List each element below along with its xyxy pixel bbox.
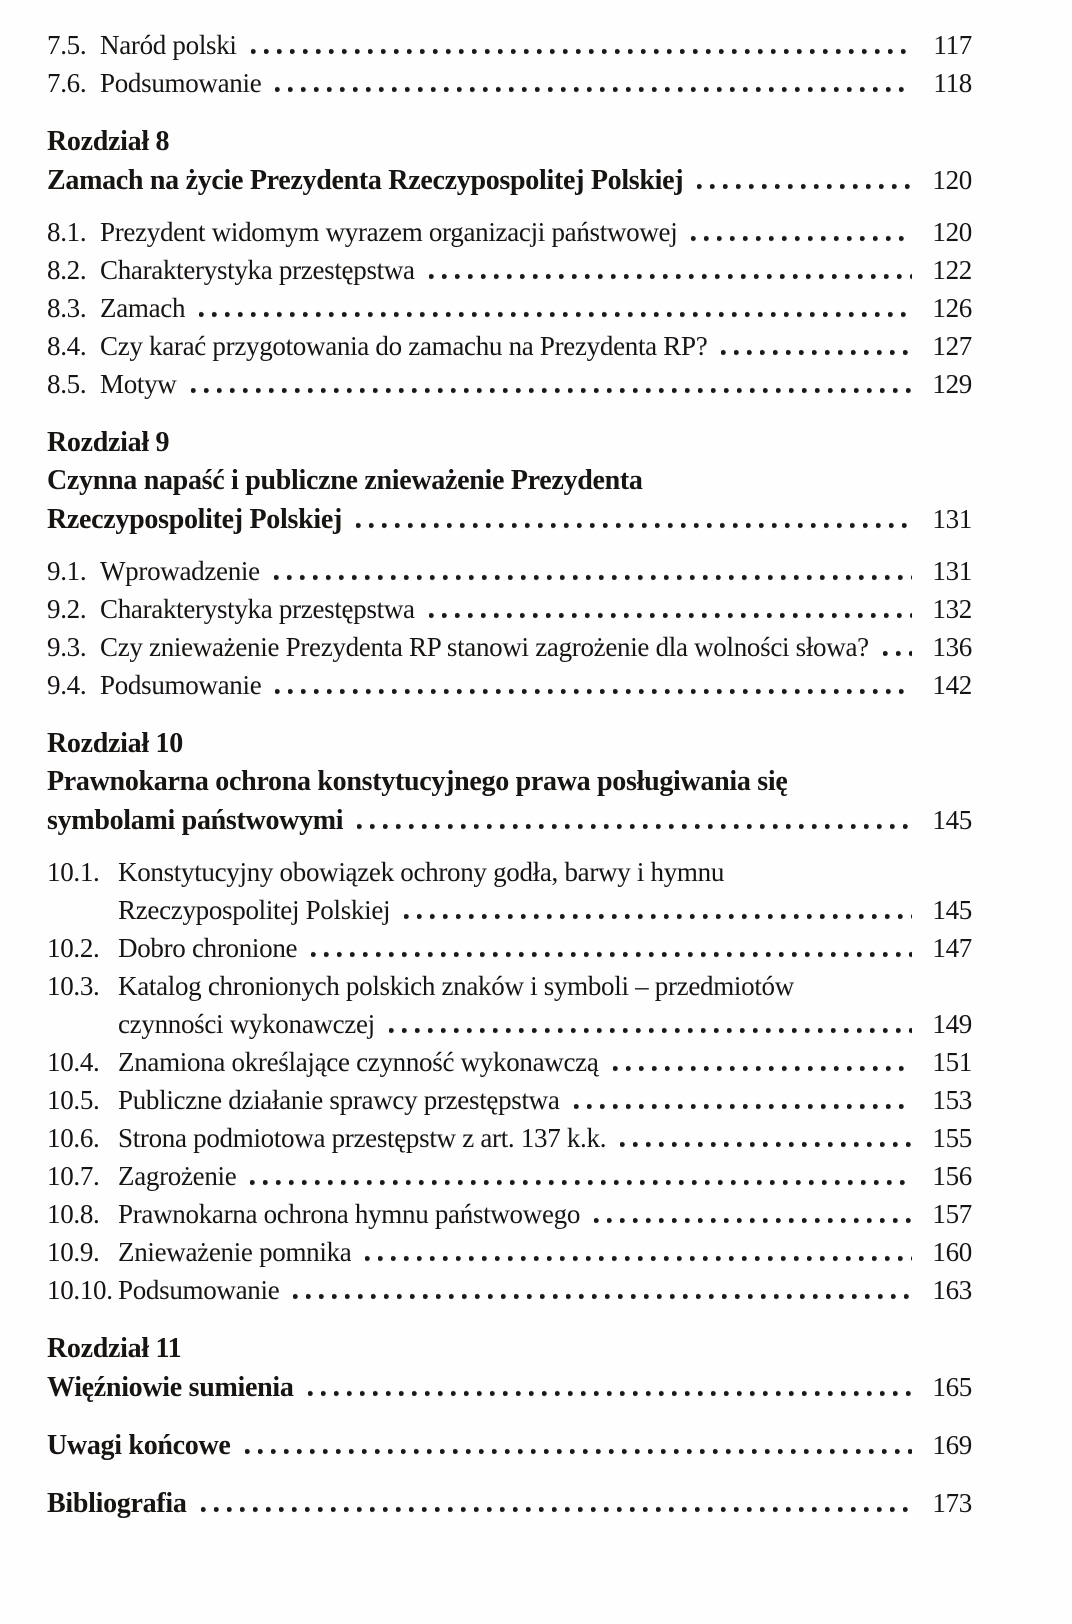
page-number: 122 <box>932 255 972 285</box>
toc-line <box>47 801 972 839</box>
toc-line <box>47 1119 972 1157</box>
item-number: 8.4. <box>47 331 87 361</box>
toc-line <box>47 891 972 929</box>
item-number: 9.3. <box>47 632 87 662</box>
item-number: 7.5. <box>47 30 87 60</box>
item-title: Publiczne działanie sprawcy przestępstwa <box>118 1085 560 1115</box>
item-title: Charakterystyka przestępstwa <box>100 594 415 624</box>
toc-line <box>47 462 972 500</box>
page-number: 169 <box>932 1430 972 1460</box>
page-number: 131 <box>932 556 972 586</box>
item-number: 8.3. <box>47 293 87 323</box>
toc-line <box>47 967 972 1005</box>
toc-line <box>47 213 972 251</box>
toc-line <box>47 1484 972 1522</box>
toc-item <box>47 1195 972 1233</box>
item-number: 8.5. <box>47 369 87 399</box>
page-number: 151 <box>932 1047 972 1077</box>
dot-leader <box>365 1255 912 1262</box>
toc-item <box>47 628 972 666</box>
toc-item <box>47 666 972 704</box>
toc-chapter <box>47 1330 972 1406</box>
toc-line <box>47 853 972 891</box>
dot-leader <box>613 1065 912 1072</box>
chapter-label: Rozdział 8 <box>47 126 170 157</box>
dot-leader <box>691 235 912 242</box>
item-number: 10.7. <box>47 1161 100 1191</box>
dot-leader <box>356 522 912 529</box>
toc-item <box>47 1043 972 1081</box>
dot-leader <box>251 48 912 55</box>
item-title: Podsumowanie <box>100 670 262 700</box>
toc-item <box>47 251 972 289</box>
page-number: 157 <box>932 1199 972 1229</box>
item-title: Czy znieważenie Prezydenta RP stanowi zagrożenie dla wolności słowa? <box>100 632 869 662</box>
page-number: 173 <box>932 1488 972 1518</box>
page-number: 145 <box>932 805 972 835</box>
toc-line <box>47 1368 972 1406</box>
dot-leader <box>201 1506 912 1513</box>
toc-line <box>47 365 972 403</box>
toc-line <box>47 666 972 704</box>
toc-standalone <box>47 1426 972 1464</box>
toc-line <box>47 64 972 102</box>
toc-item <box>47 26 972 64</box>
entry-title: Rzeczypospolitej Polskiej <box>47 504 342 535</box>
item-title: Charakterystyka przestępstwa <box>100 255 415 285</box>
item-title: Znamiona określające czynność wykonawczą <box>118 1047 599 1077</box>
item-number: 9.1. <box>47 556 87 586</box>
toc-line <box>47 590 972 628</box>
toc-item <box>47 1119 972 1157</box>
item-title: Podsumowanie <box>100 68 262 98</box>
page-number: 145 <box>932 895 972 925</box>
dot-leader <box>389 1027 912 1034</box>
toc-chapter <box>47 424 972 538</box>
toc-line <box>47 1005 972 1043</box>
dot-leader <box>199 311 912 318</box>
dot-leader <box>429 273 912 280</box>
chapter-label-row <box>47 424 972 462</box>
dot-leader <box>275 688 912 695</box>
dot-leader <box>308 1390 912 1397</box>
page-number: 155 <box>932 1123 972 1153</box>
toc-standalone <box>47 1484 972 1522</box>
toc-line <box>47 1195 972 1233</box>
dot-leader <box>250 1179 912 1186</box>
item-title: Zamach <box>100 293 186 323</box>
toc-item <box>47 365 972 403</box>
page-number: 129 <box>932 369 972 399</box>
item-title: Rzeczypospolitej Polskiej <box>118 895 391 925</box>
page-number: 156 <box>932 1161 972 1191</box>
page-number: 153 <box>932 1085 972 1115</box>
page-number: 163 <box>932 1275 972 1305</box>
chapter-label-row <box>47 123 972 161</box>
toc-item <box>47 853 972 929</box>
item-number: 8.1. <box>47 217 87 247</box>
dot-leader <box>274 574 912 581</box>
dot-leader <box>357 823 912 830</box>
dot-leader <box>574 1103 912 1110</box>
item-title: Czy karać przygotowania do zamachu na Prezydenta RP? <box>100 331 708 361</box>
item-title: Prezydent widomym wyrazem organizacji państwowej <box>100 217 678 247</box>
page-number: 165 <box>932 1372 972 1402</box>
toc-line <box>47 1233 972 1271</box>
toc-line <box>47 929 972 967</box>
item-title: Motyw <box>100 369 177 399</box>
item-title: czynności wykonawczej <box>118 1009 375 1039</box>
toc-line <box>47 1426 972 1464</box>
entry-title: Prawnokarna ochrona konstytucyjnego prawa posługiwania się <box>47 766 788 797</box>
chapter-label-row <box>47 725 972 763</box>
item-title: Konstytucyjny obowiązek ochrony godła, barwy i hymnu <box>118 857 725 887</box>
item-number: 9.4. <box>47 670 87 700</box>
toc-item <box>47 64 972 102</box>
item-title: Katalog chronionych polskich znaków i symboli – przedmiotów <box>118 971 794 1001</box>
toc-item <box>47 1233 972 1271</box>
page-number: 120 <box>932 217 972 247</box>
toc-item <box>47 289 972 327</box>
dot-leader <box>245 1448 912 1455</box>
page-number: 142 <box>932 670 972 700</box>
item-title: Dobro chronione <box>118 933 298 963</box>
item-number: 7.6. <box>47 68 87 98</box>
entry-title: Bibliografia <box>47 1488 187 1519</box>
toc-line <box>47 289 972 327</box>
dot-leader <box>311 951 912 958</box>
toc-item <box>47 967 972 1043</box>
toc-item <box>47 1271 972 1309</box>
page-number: 136 <box>932 632 972 662</box>
page-number: 131 <box>932 504 972 534</box>
dot-leader <box>293 1293 912 1300</box>
item-title: Wprowadzenie <box>100 556 260 586</box>
toc-line <box>47 161 972 199</box>
toc-line <box>47 500 972 538</box>
dot-leader <box>883 650 912 657</box>
toc-chapter <box>47 123 972 199</box>
chapter-label-row <box>47 1330 972 1368</box>
chapter-label: Rozdział 10 <box>47 728 183 759</box>
page-number: 160 <box>932 1237 972 1267</box>
toc-line <box>47 552 972 590</box>
entry-title: Czynna napaść i publiczne znieważenie Prezydenta <box>47 465 643 496</box>
item-title: Prawnokarna ochrona hymnu państwowego <box>118 1199 581 1229</box>
toc-item <box>47 929 972 967</box>
toc-item <box>47 1157 972 1195</box>
toc-item <box>47 552 972 590</box>
entry-title: symbolami państwowymi <box>47 805 344 836</box>
dot-leader <box>404 913 912 920</box>
entry-title: Więźniowie sumienia <box>47 1372 294 1403</box>
chapter-label: Rozdział 11 <box>47 1333 182 1364</box>
dot-leader <box>620 1141 912 1148</box>
dot-leader <box>697 183 912 190</box>
page-number: 118 <box>933 68 972 98</box>
page-number: 127 <box>932 331 972 361</box>
item-number: 10.2. <box>47 933 100 963</box>
entry-title: Zamach na życie Prezydenta Rzeczypospolitej Polskiej <box>47 165 684 196</box>
dot-leader <box>275 86 912 93</box>
dot-leader <box>429 612 912 619</box>
toc-item <box>47 213 972 251</box>
toc-chapter <box>47 725 972 839</box>
toc-item <box>47 1081 972 1119</box>
toc-line <box>47 251 972 289</box>
toc-line <box>47 1081 972 1119</box>
dot-leader <box>594 1217 912 1224</box>
page-number: 147 <box>932 933 972 963</box>
item-number: 10.10. <box>47 1275 113 1305</box>
item-title: Zagrożenie <box>118 1161 237 1191</box>
item-number: 10.4. <box>47 1047 100 1077</box>
page-number: 149 <box>932 1009 972 1039</box>
toc-line <box>47 327 972 365</box>
toc-line <box>47 763 972 801</box>
item-number: 9.2. <box>47 594 87 624</box>
toc-line <box>47 1043 972 1081</box>
item-number: 10.5. <box>47 1085 100 1115</box>
toc-line <box>47 628 972 666</box>
dot-leader <box>191 387 912 394</box>
item-number: 10.8. <box>47 1199 100 1229</box>
toc-line <box>47 1271 972 1309</box>
toc-item <box>47 590 972 628</box>
item-number: 10.1. <box>47 857 100 887</box>
toc-item <box>47 327 972 365</box>
toc-line <box>47 1157 972 1195</box>
item-title: Naród polski <box>100 30 237 60</box>
item-number: 10.3. <box>47 971 100 1001</box>
page-number: 117 <box>933 30 972 60</box>
item-title: Strona podmiotowa przestępstw z art. 137 k.k. <box>118 1123 607 1153</box>
chapter-label: Rozdział 9 <box>47 427 170 458</box>
item-number: 10.9. <box>47 1237 100 1267</box>
item-number: 10.6. <box>47 1123 100 1153</box>
item-title: Podsumowanie <box>118 1275 280 1305</box>
item-number: 8.2. <box>47 255 87 285</box>
page-number: 120 <box>932 165 972 195</box>
dot-leader <box>721 349 912 356</box>
page-number: 126 <box>932 293 972 323</box>
item-title: Znieważenie pomnika <box>118 1237 352 1267</box>
entry-title: Uwagi końcowe <box>47 1430 231 1461</box>
toc-line <box>47 26 972 64</box>
page-number: 132 <box>932 594 972 624</box>
